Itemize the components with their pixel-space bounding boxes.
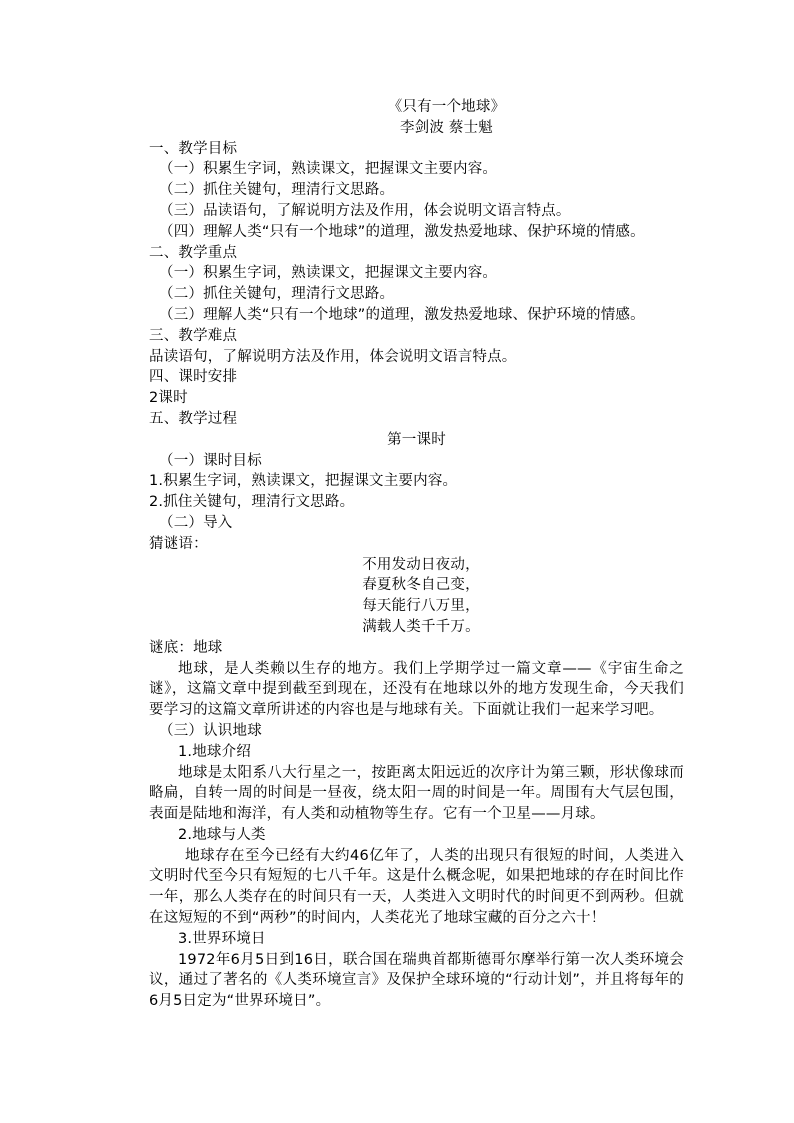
lesson-title: 第一课时 xyxy=(387,431,446,448)
riddle-answer: 谜底：地球 xyxy=(149,639,223,656)
difficulty-text: 品读语句，了解说明方法及作用，体会说明文语言特点。 xyxy=(149,348,517,365)
objective-item: （三）品读语句，了解说明方法及作用，体会说明文语言特点。 xyxy=(159,202,571,219)
goal-item: 1.积累生字词，熟读课文，把握课文主要内容。 xyxy=(149,473,458,490)
subsection-heading: （一）课时目标 xyxy=(159,452,262,469)
riddle-line: 每天能行八万里， xyxy=(362,598,480,615)
authors: 李剑波 蔡士魁 xyxy=(399,119,493,136)
document-body xyxy=(149,97,684,1012)
objective-item: （一）积累生字词，熟读课文，把握课文主要内容。 xyxy=(159,161,498,178)
riddle-line: 春夏秋冬自己变， xyxy=(362,577,480,594)
riddle-line: 满载人类千千万。 xyxy=(362,618,480,635)
key-point-item: （一）积累生字词，熟读课文，把握课文主要内容。 xyxy=(159,265,498,282)
intro-paragraph: 地球，是人类赖以生存的地方。我们上学期学过一篇文章——《宇宙生命之谜》，这篇文章中提到截至到现在，还没有在地球以外的地方发现生命，今天我们要学习的这篇文章所讲述的内容也是与地球有关。下面就让我们一起来学习吧。 xyxy=(149,660,684,719)
earth-intro-paragraph: 地球是太阳系八大行星之一，按距离太阳远近的次序计为第三颗，形状像球而略扁，自转一周的时间是一昼夜，绕太阳一周的时间是一年。周围有大气层包围，表面是陆地和海洋，有人类和动植物等生存。它有一个卫星——月球。 xyxy=(149,764,684,823)
key-point-item: （二）抓住关键句，理清行文思路。 xyxy=(159,286,395,303)
section-heading: 二、教学重点 xyxy=(149,244,238,261)
environment-day-paragraph: 1972年6月5日到16日，联合国在瑞典首都斯德哥尔摩举行第一次人类环境会议，通过了著名的《人类环境宣言》及保护全球环境的“行动计划”，并且将每年的6月5日定为“世界环境日”。 xyxy=(149,951,684,1010)
subsection-heading: （二）导入 xyxy=(159,514,233,531)
objective-item: （二）抓住关键句，理清行文思路。 xyxy=(159,182,395,199)
earth-human-paragraph: 地球存在至今已经有大约46亿年了，人类的出现只有很短的时间，人类进入文明时代至今只有短短的七八千年。这是什么概念呢，如果把地球的存在时间比作一年，那么人类存在的时间只有一天，人类进入文明时代的时间更不到两秒。但就在这短短的不到“两秒”的时间内，人类花光了地球宝藏的百分之六十！ xyxy=(149,847,684,927)
topic-heading: 3.世界环境日 xyxy=(178,930,266,947)
riddle-label: 猜谜语： xyxy=(149,535,208,552)
section-heading: 四、课时安排 xyxy=(149,369,238,386)
document-title: 《只有一个地球》 xyxy=(387,99,506,115)
topic-heading: 2.地球与人类 xyxy=(178,826,266,843)
subsection-heading: （三）认识地球 xyxy=(159,722,262,739)
topic-heading: 1.地球介绍 xyxy=(178,743,252,760)
section-heading: 三、教学难点 xyxy=(149,327,238,344)
section-heading: 一、教学目标 xyxy=(149,140,238,157)
objective-item: （四）理解人类“只有一个地球”的道理，激发热爱地球、保护环境的情感。 xyxy=(159,223,645,240)
goal-item: 2.抓住关键句，理清行文思路。 xyxy=(149,494,355,511)
key-point-item: （三）理解人类“只有一个地球”的道理，激发热爱地球、保护环境的情感。 xyxy=(159,306,645,323)
schedule-text: 2课时 xyxy=(149,390,188,407)
riddle-line: 不用发动日夜动， xyxy=(362,556,480,573)
section-heading: 五、教学过程 xyxy=(149,410,238,427)
